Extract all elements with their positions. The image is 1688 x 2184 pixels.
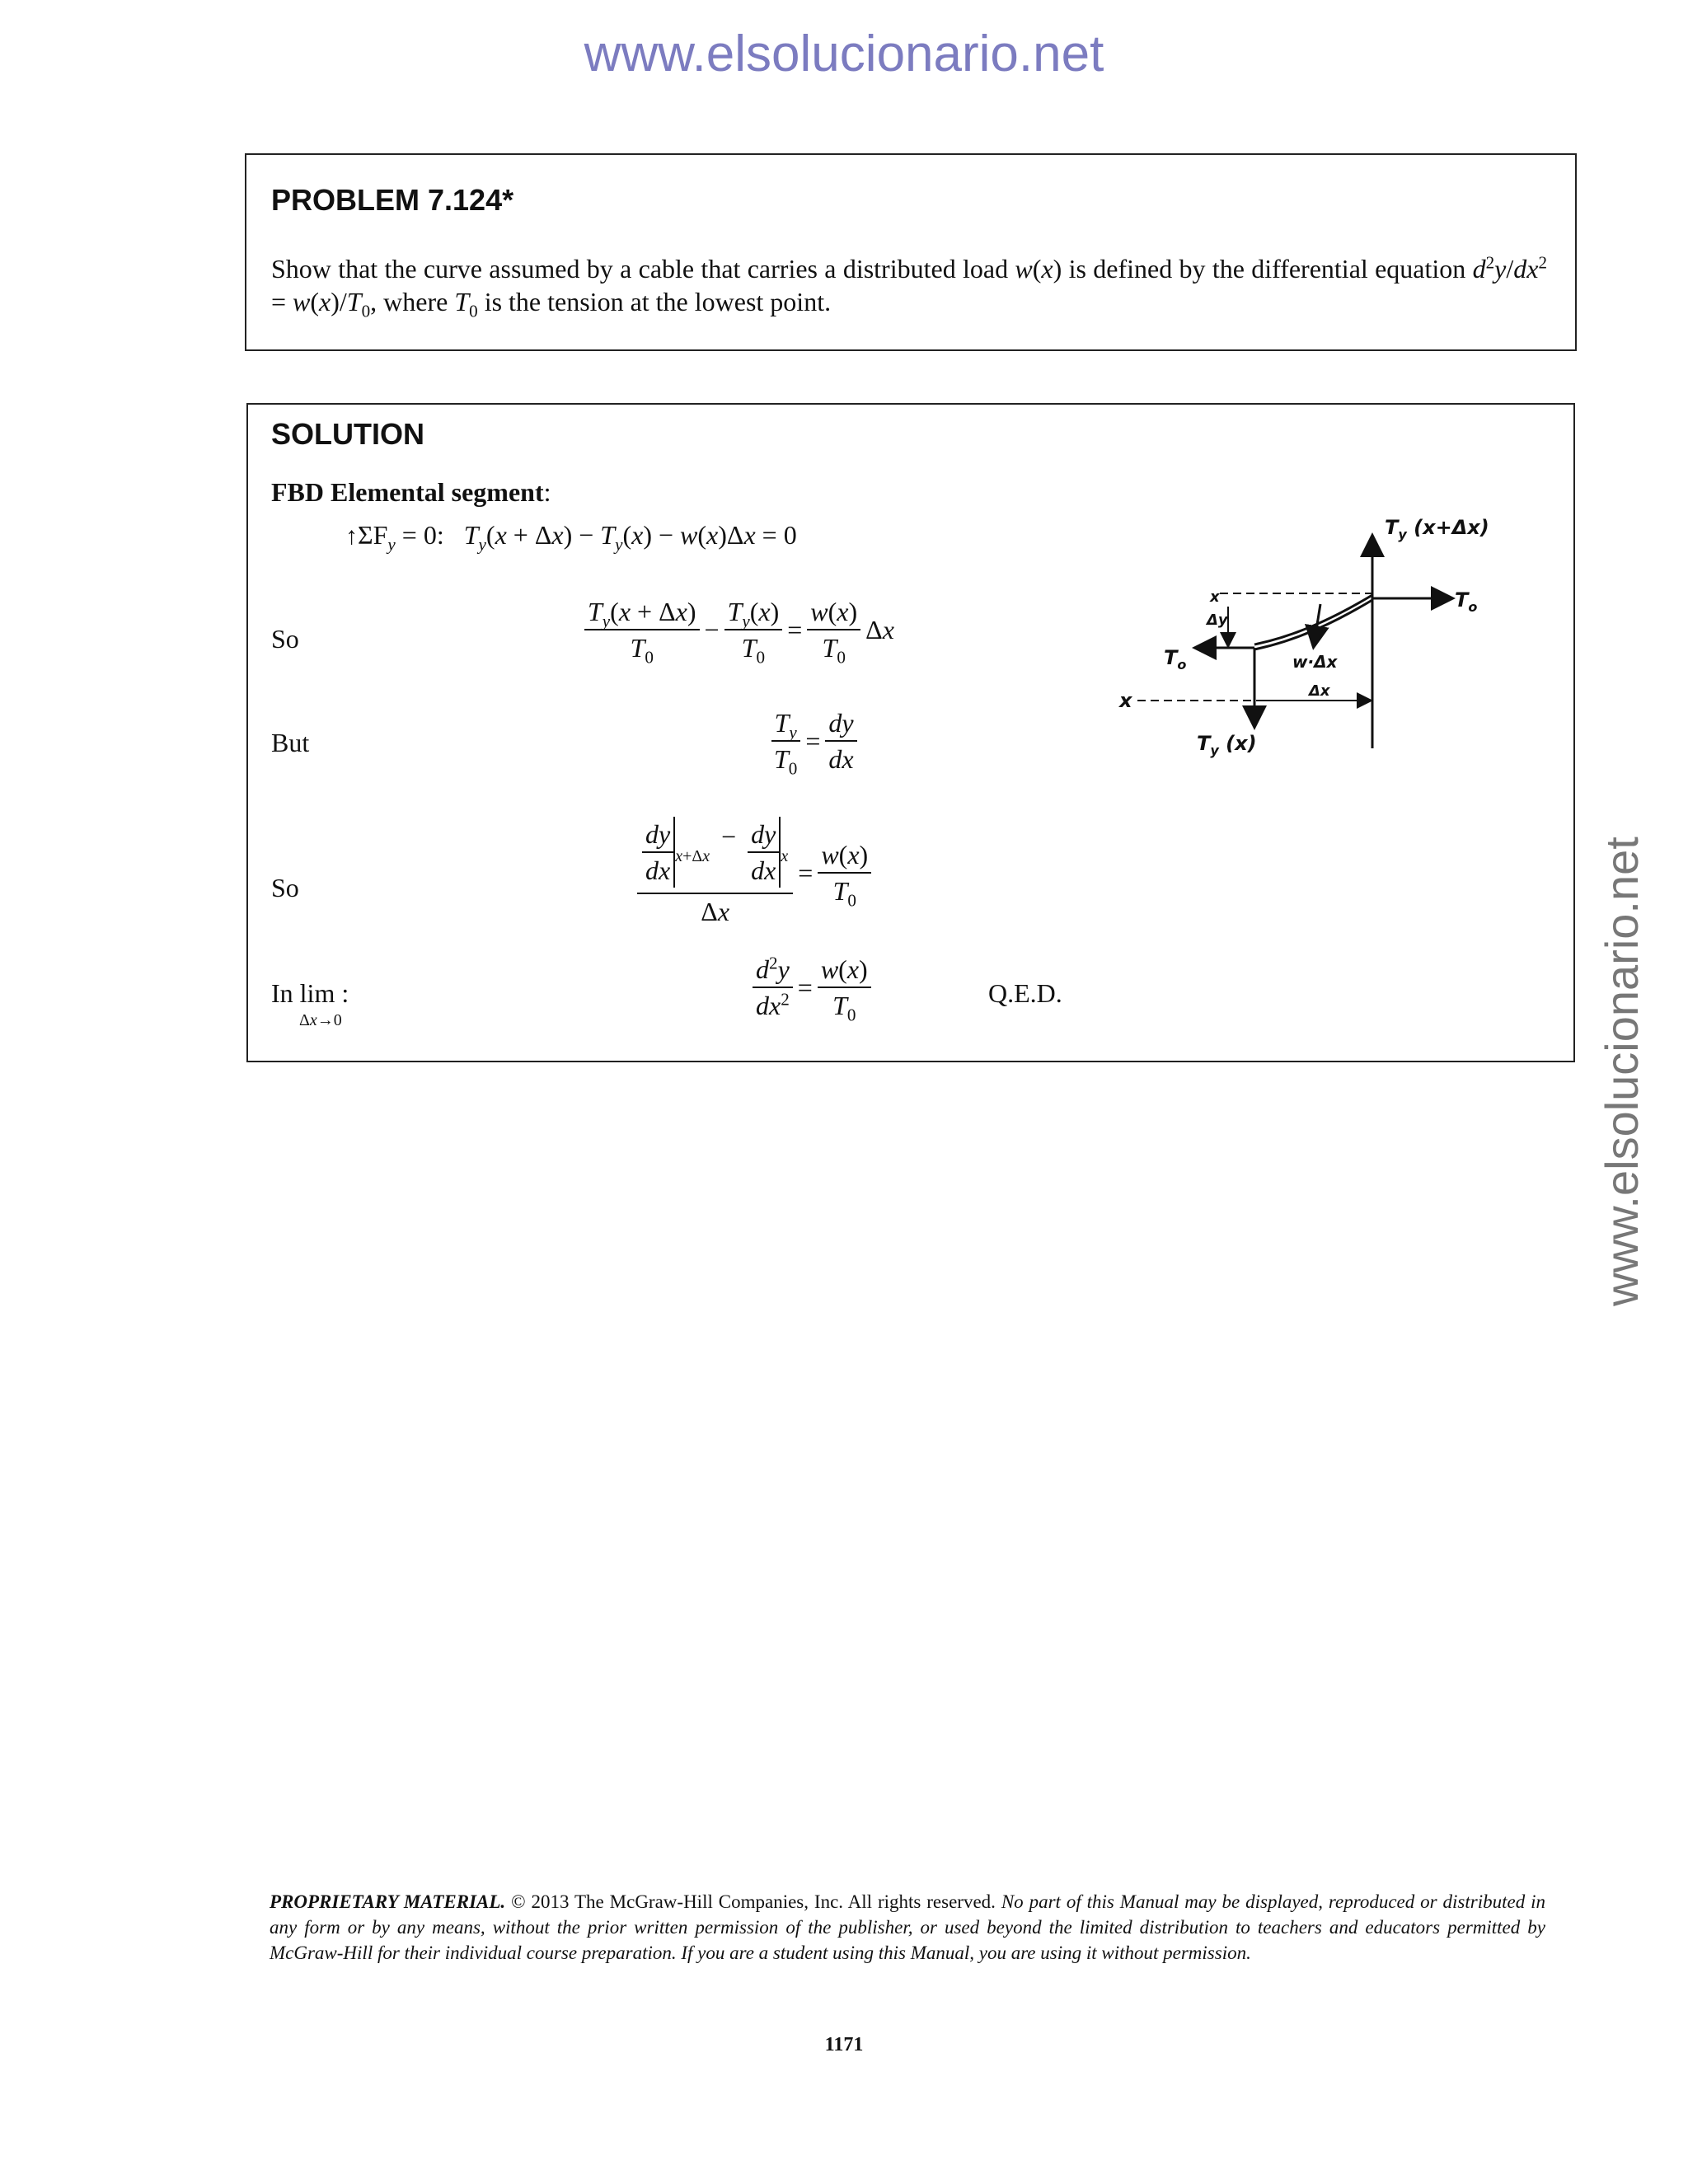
qed-label: Q.E.D. [988,978,1062,1008]
equation-so-2: $\frac{dy}{dx}$ $_{x+\Delta x}$ − $\frac{dy}{dx}$ $_x$ Δx = $\frac{w(x)}{T_0}$ [637,817,871,929]
svg-text:x: x [1210,588,1220,606]
svg-text:Δx: Δx [1309,682,1330,700]
fbd-label: FBD Elemental segment: [271,477,551,507]
equation-so-1: $\frac{T_y(x + \Delta x)}{T_0}$ − $\frac{T_y(x)}{T_0}$ = $\frac{w(x)}{T_0}$ Δx [584,594,899,665]
equation-final: $\frac{d^2y}{dx^2}$ = $\frac{w(x)}{T_0}$ [753,952,871,1023]
svg-text:To: $T_o$ [1455,588,1478,615]
label-so-1: So [271,624,299,654]
solution-title: SOLUTION [271,417,424,451]
svg-text:Ty (x): $T_y$ (x) [1197,732,1257,758]
label-in-lim: In lim : [271,978,349,1008]
problem-title: PROBLEM 7.124* [271,183,514,217]
label-but: But [271,728,310,757]
watermark-side: www.elsolucionario.net [1596,837,1648,1306]
page-number: 1171 [824,2034,864,2055]
svg-text:Ty (x+Δx): $T_y$ (x+Δx) [1385,516,1489,542]
problem-box [245,153,1577,351]
watermark-top: www.elsolucionario.net [584,26,1104,82]
svg-text:To: $T_o$ [1164,646,1187,673]
label-so-2: So [271,873,299,902]
fbd-sketch [1104,509,1517,773]
svg-text:Δy: Δy [1207,612,1228,629]
up-arrow-icon: ↑ [345,523,358,550]
lim-subscript: Δx→0 [299,1011,342,1029]
equilibrium-equation: $↑\Sigma F_y = 0$: $T_y(x + \Delta x) - T_y(x) - w(x)\Delta x = 0$ [345,520,797,555]
svg-text:w·Δx: w·Δx [1292,652,1338,672]
problem-statement: Show that the curve assumed by a cable that carries a distributed load w(x) is defined by the differential equation $d^2y/dx^2 = w(x)/T_0$, where $T_0$ is the tension at the lowest point. [271,252,1548,321]
copyright-footer: PROPRIETARY MATERIAL. © 2013 The McGraw-Hill Companies, Inc. All rights reserved. No part of this Manual may be displayed, reproduced or distributed in any form or by any means, without the prior written permission of the publisher, or used beyond the limited distribution to teachers and educators permitted by McGraw-Hill for their individual course preparation. If you are a student using this Manual, you are using it without permission. [270,1891,1545,1963]
equation-but: $\frac{T_y}{T_0}$ = $\frac{dy}{dx}$ [771,705,857,776]
svg-text:x: x [1119,689,1132,712]
